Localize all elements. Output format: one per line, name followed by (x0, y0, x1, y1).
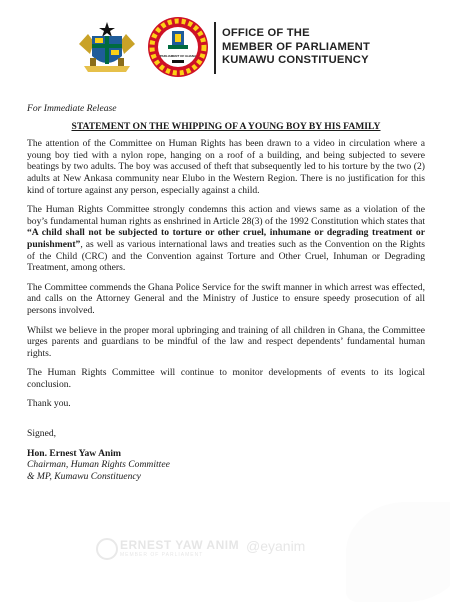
parliament-of-ghana-seal-icon (146, 15, 210, 79)
paragraph-2 (27, 204, 425, 274)
office-line-2: MEMBER OF PARLIAMENT (222, 40, 370, 53)
footer-watermark (96, 532, 396, 572)
seal-text: PARLIAMENT OF GHANA (159, 54, 197, 58)
watermark-logo-icon (96, 538, 118, 560)
release-note: For Immediate Release (27, 103, 117, 114)
office-line-1: OFFICE OF THE (222, 27, 310, 39)
paragraph-5: The Human Rights Committee will continue to monitor developments of events to its logical conclusion. (27, 367, 425, 390)
statement-title: STATEMENT ON THE WHIPPING OF A YOUNG BOY BY HIS FAMILY (71, 120, 381, 132)
paragraph-2-intro: The Human Rights Committee strongly condemns this action and views same as a violation of the boy’s fundamental human rights as enshrined in Article 28(3) of the 1992 Constitution which states that (27, 204, 425, 227)
watermark-handle: @eyanim (246, 538, 306, 554)
letterhead (0, 0, 450, 90)
signatory-title-2: & MP, Kumawu Constituency (27, 470, 141, 482)
watermark-name: ERNEST YAW ANIM (120, 538, 240, 552)
watermark-subtitle: MEMBER OF PARLIAMENT (120, 552, 204, 558)
signatory-title-1: Chairman, Human Rights Committee (27, 459, 170, 471)
ghana-coat-of-arms-icon (74, 20, 140, 76)
paragraph-3: The Committee commends the Ghana Police Service for the swift manner in which arrest was effected, and calls on the Attorney General and the Ministry of Justice to ensure speedy prosecution of all persons involved. (27, 281, 425, 316)
paragraph-1: The attention of the Committee on Human Rights has been drawn to a video in circulation where a young boy tied with a nylon rope, hanging on a roof of a building, and being subjected to severe beatings by two adults. The boy was accused of theft that subsequently led to his torture by the two (2) adults at New Ankasa community near Elubo in the Western Region. There is no justification for this kind of torture against any person, especially against a child. (27, 138, 425, 196)
signatory-name: Hon. Ernest Yaw Anim (27, 447, 121, 459)
signed-label: Signed, (27, 428, 57, 440)
header-divider (214, 22, 216, 74)
office-line-3: KUMAWU CONSTITUENCY (222, 54, 369, 67)
constitution-quote: “A child shall not be subjected to torture or other cruel, inhumane or degrading treatment or punishment” (27, 227, 425, 250)
paragraph-4: Whilst we believe in the proper moral upbringing and training of all children in Ghana, the Committee urges parents and guardians to be mindful of the law and respect dependents’ fundamental human rights. (27, 324, 425, 359)
paragraph-2-rest: , as well as various international laws and treaties such as the Convention on the Rights of the Child (CRC) and the Convention against Torture and Other Cruel, Inhuman or Degrading Treatment, among others. (27, 238, 425, 274)
thank-you: Thank you. (27, 398, 71, 410)
statement-body (27, 103, 425, 482)
office-title (222, 27, 370, 68)
watermark-decoration (346, 502, 450, 602)
